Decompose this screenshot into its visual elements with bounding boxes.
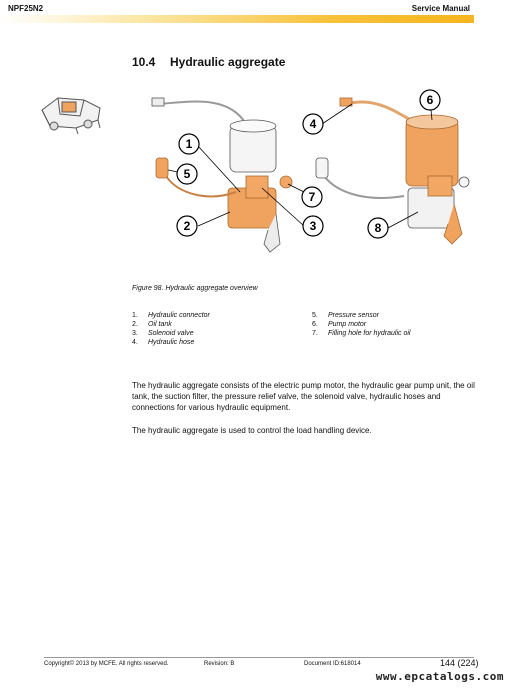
figure-caption: Figure 98. Hydraulic aggregate overview [132, 285, 258, 292]
callout-5 [177, 164, 197, 184]
legend-item: 3. Solenoid valve [132, 330, 194, 337]
footer-document-id: Document ID:618014 [304, 661, 361, 667]
section-number: 10.4 [132, 55, 156, 69]
watermark: www.epcatalogs.com [375, 670, 504, 683]
svg-text:2: 2 [183, 219, 191, 233]
left-assembly-drawing [152, 98, 292, 252]
right-assembly-drawing [316, 98, 469, 244]
callout-4 [303, 114, 323, 134]
callout-3 [303, 216, 323, 236]
footer-page-number: 144 (224) [440, 658, 479, 668]
legend-item: 2. Oil tank [132, 321, 172, 328]
header-model: NPF25N2 [8, 4, 44, 13]
callout-2 [177, 216, 197, 236]
svg-text:8: 8 [374, 221, 382, 235]
body-paragraph: The hydraulic aggregate consists of the electric pump motor, the hydraulic gear pump unit, the oil tank, the suction filter, the pressure relief valve, the solenoid valve, hydraulic hoses and connections for various hydraulic equipment. [132, 381, 475, 412]
callout-8 [368, 218, 388, 238]
footer-divider [44, 657, 474, 658]
svg-text:4: 4 [309, 117, 317, 131]
callout-7 [302, 187, 322, 207]
footer-copyright: Copyright© 2013 by MCFE. All rights reserved. [44, 661, 169, 667]
svg-text:6: 6 [426, 93, 434, 107]
svg-text:5: 5 [183, 167, 191, 181]
legend-item: 5. Pressure sensor [312, 312, 379, 319]
header-accent-bar [0, 15, 474, 23]
footer-revision: Revision: B [204, 661, 235, 667]
legend-item: 4. Hydraulic hose [132, 339, 195, 346]
legend-item: 1. Hydraulic connector [132, 312, 210, 319]
callout-6 [420, 90, 440, 110]
section-title: Hydraulic aggregate [170, 55, 286, 69]
legend-item: 7. Filling hole for hydraulic oil [312, 330, 411, 337]
section-heading [132, 55, 285, 69]
legend-item: 6. Pump motor [312, 321, 367, 328]
svg-text:1: 1 [185, 137, 193, 151]
truck-location-thumbnail [36, 88, 108, 138]
body-paragraph: The hydraulic aggregate is used to control the load handling device. [132, 426, 372, 435]
svg-text:7: 7 [308, 190, 316, 204]
header-manual-title: Service Manual [411, 4, 470, 13]
hydraulic-aggregate-figure [128, 84, 478, 279]
svg-text:3: 3 [309, 219, 317, 233]
figure-legend [132, 312, 462, 346]
callout-1 [179, 134, 199, 154]
